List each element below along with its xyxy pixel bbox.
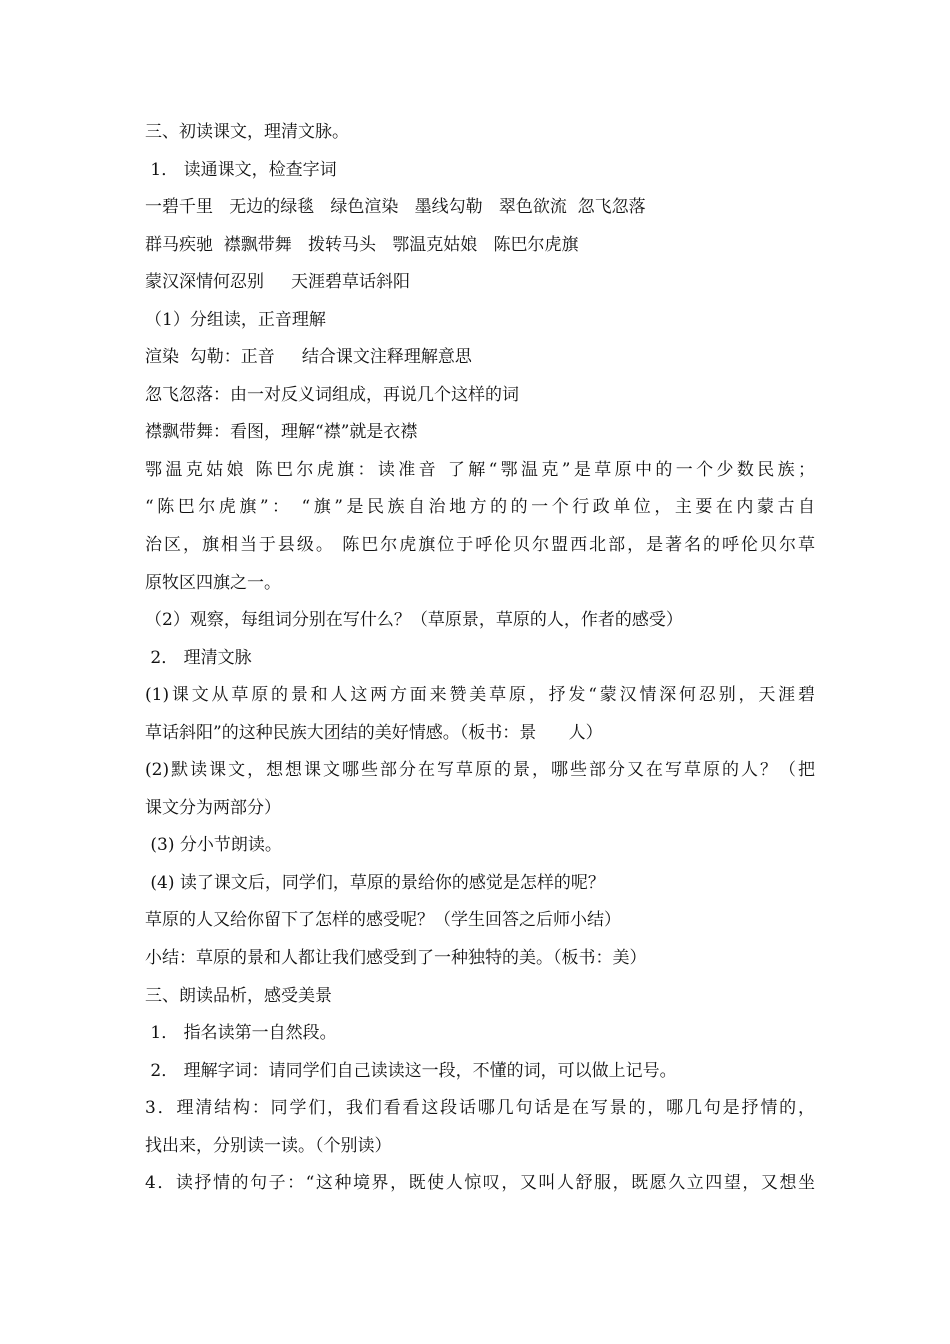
step-line: 1． 指名读第一自然段。 (145, 1023, 337, 1044)
step-2-heading: 2． 理清文脉 (145, 647, 252, 668)
paragraph-line: 襟飘带舞：看图，理解“襟”就是衣襟 (145, 422, 418, 443)
step-1-heading: 1． 读通课文，检查字词 (145, 159, 337, 180)
paragraph-line: (4) 读了课文后，同学们，草原的景给你的感觉是怎样的呢？ (145, 872, 605, 893)
substep-1-heading: （1）分组读，正音理解 (145, 309, 326, 330)
paragraph-line: 草原的人又给你留下了怎样的感受呢？（学生回答之后师小结） (145, 910, 621, 931)
section-heading-first-reading: 三、初读课文，理清文脉。 (145, 122, 349, 142)
step-line: 3．理清结构：同学们，我们看看这段话哪几句话是在写景的，哪几句是抒情的， (145, 1098, 815, 1119)
paragraph-line: 课文分为两部分） (145, 797, 281, 818)
step-line: 4．读抒情的句子：“这种境界，既使人惊叹，又叫人舒服，既愿久立四望，又想坐 (145, 1173, 815, 1194)
vocabulary-line-1: 一碧千里 无边的绿毯 绿色渲染 墨线勾勒 翠色欲流 忽飞忽落 (145, 197, 646, 218)
vocabulary-line-2: 群马疾驰 襟飘带舞 拨转马头 鄂温克姑娘 陈巴尔虎旗 (145, 234, 579, 255)
paragraph-line: 原牧区四旗之一。 (145, 572, 281, 593)
section-heading-reading-analysis: 三、朗读品析，感受美景 (145, 985, 332, 1006)
paragraph-line: 鄂温克姑娘 陈巴尔虎旗：读准音 了解“鄂温克”是草原中的一个少数民族； (145, 459, 815, 480)
paragraph-line: “陈巴尔虎旗”： “旗”是民族自治地方的的一个行政单位，主要在内蒙古自 (145, 497, 815, 518)
paragraph-line: 找出来，分别读一读。（个别读） (145, 1135, 392, 1156)
paragraph-line: (1)课文从草原的景和人这两方面来赞美草原，抒发“蒙汉情深何忍别，天涯碧 (145, 685, 815, 706)
step-line: 2． 理解字词：请同学们自己读读这一段，不懂的词，可以做上记号。 (145, 1060, 677, 1081)
paragraph-line: 渲染 勾勒：正音 结合课文注释理解意思 (145, 347, 472, 368)
paragraph-line: (2)默读课文，想想课文哪些部分在写草原的景，哪些部分又在写草原的人？（把 (145, 760, 815, 781)
paragraph-line: (3) 分小节朗读。 (145, 835, 282, 856)
paragraph-line: 草话斜阳”的这种民族大团结的美好情感。（板书：景 人） (145, 722, 603, 743)
vocabulary-line-3: 蒙汉深情何忍别 天涯碧草话斜阳 (145, 272, 411, 293)
paragraph-line: 治区，旗相当于县级。 陈巴尔虎旗位于呼伦贝尔盟西北部，是著名的呼伦贝尔草 (145, 535, 815, 556)
substep-2-heading: （2）观察，每组词分别在写什么？（草原景，草原的人，作者的感受） (145, 610, 683, 631)
paragraph-line: 忽飞忽落：由一对反义词组成，再说几个这样的词 (145, 384, 519, 405)
summary-line: 小结：草原的景和人都让我们感受到了一种独特的美。（板书：美） (145, 948, 647, 969)
document-body (145, 114, 815, 1203)
